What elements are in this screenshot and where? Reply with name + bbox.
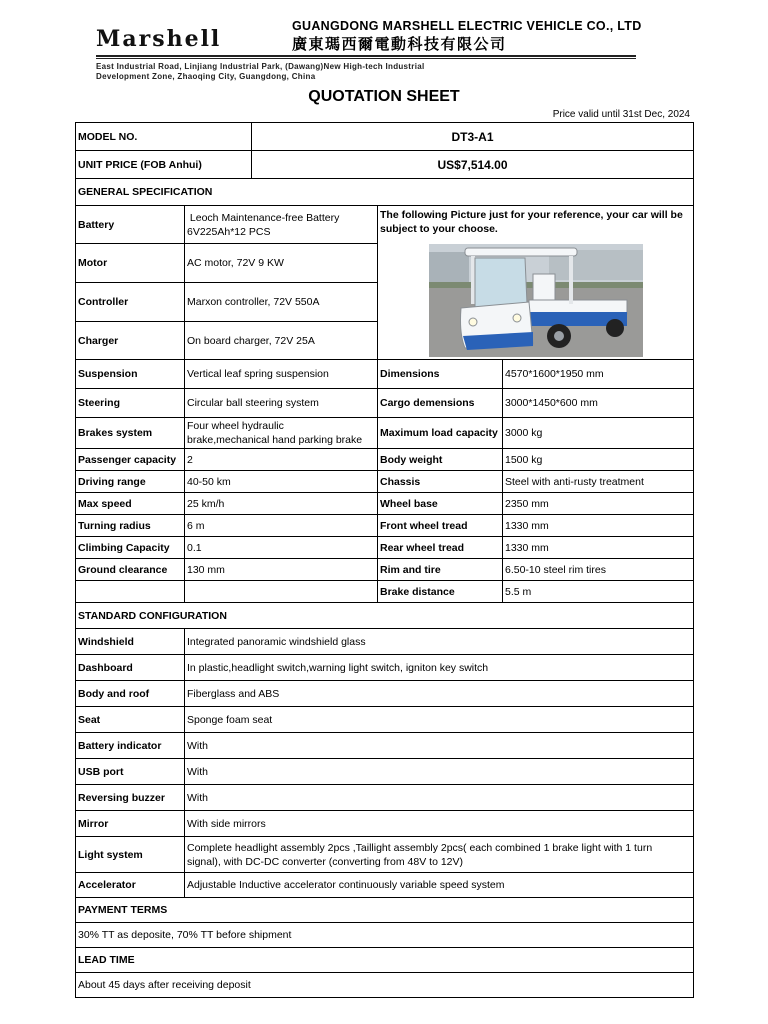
spec-value-right: 6.50-10 steel rim tires (503, 559, 694, 581)
company-logo (96, 24, 221, 54)
spec-label-right: Dimensions (378, 360, 503, 389)
config-value: With (185, 759, 694, 785)
config-label: Dashboard (76, 655, 185, 681)
config-label: Reversing buzzer (76, 785, 185, 811)
config-label: Seat (76, 707, 185, 733)
config-row-accelerator (76, 873, 694, 898)
config-value: In plastic,headlight switch,warning light switch, igniton key switch (185, 655, 694, 681)
config-value: With (185, 733, 694, 759)
spec-label: Brakes system (76, 418, 185, 449)
config-value: Fiberglass and ABS (185, 681, 694, 707)
lead-time-value-row (76, 973, 694, 998)
spec-row-turning-radius (76, 515, 694, 537)
config-label: Windshield (76, 629, 185, 655)
config-label: Mirror (76, 811, 185, 837)
spec-value: 130 mm (185, 559, 378, 581)
spec-row-brake-distance (76, 581, 694, 603)
config-value: With side mirrors (185, 811, 694, 837)
spec-value-right: 4570*1600*1950 mm (503, 360, 694, 389)
spec-row-max-speed (76, 493, 694, 515)
spec-value-right: 1500 kg (503, 449, 694, 471)
spec-value (185, 418, 378, 449)
config-row-reversing-buzzer (76, 785, 694, 811)
company-address (96, 62, 656, 82)
company-name-chinese: 廣東瑪西爾電動科技有限公司 (292, 35, 507, 53)
model-label: MODEL NO. (76, 123, 252, 151)
spec-label: Charger (76, 322, 185, 360)
spec-label-right: Rear wheel tread (378, 537, 503, 559)
config-row-body-roof (76, 681, 694, 707)
spec-value: Vertical leaf spring suspension (185, 360, 378, 389)
spec-value-line: Leoch Maintenance-free Battery (187, 211, 340, 224)
spec-label: Passenger capacity (76, 449, 185, 471)
spec-value-right: 5.5 m (503, 581, 694, 603)
spec-row-suspension (76, 360, 694, 389)
config-value: Adjustable Inductive accelerator continuously variable speed system (185, 873, 694, 898)
spec-label: Climbing Capacity (76, 537, 185, 559)
spec-value-right: 2350 mm (503, 493, 694, 515)
spec-row-passenger (76, 449, 694, 471)
spec-value: 2 (185, 449, 378, 471)
config-value: Sponge foam seat (185, 707, 694, 733)
electric-cargo-vehicle-image (429, 244, 643, 357)
config-label: Light system (76, 837, 185, 873)
price-validity-note: Price valid until 31st Dec, 2024 (552, 109, 690, 120)
spec-label-right: Cargo demensions (378, 389, 503, 418)
price-label: UNIT PRICE (FOB Anhui) (76, 151, 252, 179)
general-spec-heading: GENERAL SPECIFICATION (76, 179, 694, 206)
config-row-usb-port (76, 759, 694, 785)
logo-text: Marshell (96, 26, 222, 52)
spec-label: Controller (76, 283, 185, 322)
spec-label: Battery (76, 206, 185, 244)
config-value: With (185, 785, 694, 811)
config-row-seat (76, 707, 694, 733)
spec-value: Circular ball steering system (185, 389, 378, 418)
spec-row-ground-clearance (76, 559, 694, 581)
spec-label: Ground clearance (76, 559, 185, 581)
spec-row-climbing (76, 537, 694, 559)
config-label: USB port (76, 759, 185, 785)
payment-terms-value: 30% TT as deposite, 70% TT before shipment (76, 923, 694, 948)
config-label: Accelerator (76, 873, 185, 898)
payment-heading-row (76, 898, 694, 923)
spec-value: On board charger, 72V 25A (185, 322, 378, 360)
document-title: QUOTATION SHEET (308, 88, 460, 105)
spec-value: AC motor, 72V 9 KW (185, 244, 378, 283)
quotation-table (75, 122, 694, 998)
spec-label-right: Maximum load capacity (378, 418, 503, 449)
spec-value: 6 m (185, 515, 378, 537)
config-row-windshield (76, 629, 694, 655)
config-row-dashboard (76, 655, 694, 681)
spec-label-right: Brake distance (378, 581, 503, 603)
spec-row-driving-range (76, 471, 694, 493)
vehicle-photo (429, 244, 643, 357)
header-rule-thick (96, 55, 636, 57)
spec-value-right: Steel with anti-rusty treatment (503, 471, 694, 493)
general-spec-heading-row (76, 179, 694, 206)
spec-value: 0.1 (185, 537, 378, 559)
spec-value-right: 1330 mm (503, 537, 694, 559)
lead-time-value: About 45 days after receiving deposit (76, 973, 694, 998)
spec-row-steering (76, 389, 694, 418)
config-value: Integrated panoramic windshield glass (185, 629, 694, 655)
config-label: Battery indicator (76, 733, 185, 759)
spec-label: Suspension (76, 360, 185, 389)
spec-label-right: Chassis (378, 471, 503, 493)
spec-value-right: 3000*1450*600 mm (503, 389, 694, 418)
spec-value-right: 3000 kg (503, 418, 694, 449)
company-name-english: GUANGDONG MARSHELL ELECTRIC VEHICLE CO., LTD (292, 19, 642, 33)
spec-value (185, 581, 378, 603)
price-row (76, 151, 694, 179)
spec-label: Driving range (76, 471, 185, 493)
standard-config-heading-row (76, 603, 694, 629)
config-row-light-system (76, 837, 694, 873)
spec-label-right: Body weight (378, 449, 503, 471)
config-value-line: Complete headlight assembly 2pcs ,Taillight assembly 2pcs( each combined 1 brake light with 1 turn (187, 841, 653, 854)
spec-value-line: 6V225Ah*12 PCS (187, 225, 271, 238)
spec-label-right: Wheel base (378, 493, 503, 515)
spec-label-right: Rim and tire (378, 559, 503, 581)
address-line-1: East Industrial Road, Linjiang Industrial Park, (Dawang)New High-tech Industrial (96, 62, 425, 71)
spec-label-right: Front wheel tread (378, 515, 503, 537)
header-rule-thin (96, 58, 636, 59)
letterhead (0, 0, 768, 86)
address-line-2: Development Zone, Zhaoqing City, Guangdong, China (96, 72, 316, 81)
spec-label: Motor (76, 244, 185, 283)
model-value: DT3-A1 (252, 123, 694, 151)
spec-value: 40-50 km (185, 471, 378, 493)
lead-time-heading: LEAD TIME (76, 948, 694, 973)
config-value (185, 837, 694, 873)
payment-value-row (76, 923, 694, 948)
model-row (76, 123, 694, 151)
spec-value (185, 206, 378, 244)
config-label: Body and roof (76, 681, 185, 707)
spec-label: Max speed (76, 493, 185, 515)
spec-value: 25 km/h (185, 493, 378, 515)
spec-value: Marxon controller, 72V 550A (185, 283, 378, 322)
standard-config-heading: STANDARD CONFIGURATION (76, 603, 694, 629)
config-row-mirror (76, 811, 694, 837)
photo-note: The following Picture just for your reference, your car will be subject to your choose. (380, 209, 683, 235)
config-value-line: signal), with DC-DC converter (converting from 48V to 12V) (187, 855, 464, 868)
spec-row-battery (76, 206, 694, 244)
spec-row-brakes (76, 418, 694, 449)
reference-photo-cell (378, 206, 694, 360)
config-row-battery-indicator (76, 733, 694, 759)
spec-label (76, 581, 185, 603)
lead-time-heading-row (76, 948, 694, 973)
spec-value-line: Four wheel hydraulic (187, 420, 284, 432)
spec-value-right: 1330 mm (503, 515, 694, 537)
payment-terms-heading: PAYMENT TERMS (76, 898, 694, 923)
spec-value-line: brake,mechanical hand parking brake (187, 434, 363, 446)
spec-label: Turning radius (76, 515, 185, 537)
spec-label: Steering (76, 389, 185, 418)
price-value: US$7,514.00 (252, 151, 694, 179)
